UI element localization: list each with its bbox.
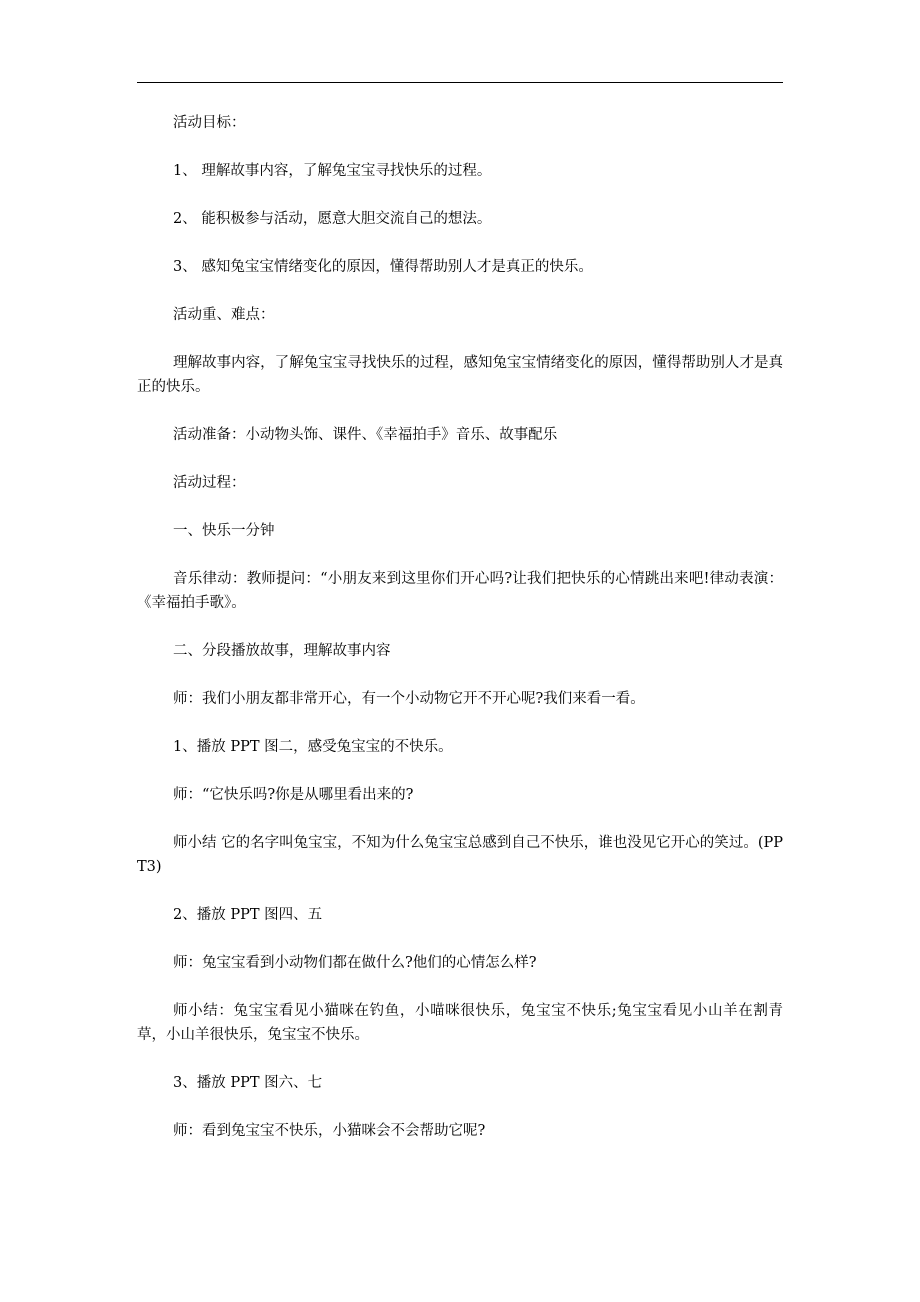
- step-1-text: 1、播放 PPT 图二，感受兔宝宝的不快乐。: [173, 739, 453, 755]
- teacher-line-2: 师：“它快乐吗?你是从哪里看出来的?: [173, 787, 414, 803]
- goal-item-1: 1、 理解故事内容，了解兔宝宝寻找快乐的过程。: [173, 163, 492, 179]
- teacher-summary-2: 师小结：兔宝宝看见小猫咪在钓鱼，小喵咪很快乐，兔宝宝不快乐;兔宝宝看见小山羊在割青草，小山羊很快乐，兔宝宝不快乐。: [137, 1003, 783, 1043]
- goal-item-2: 2、 能积极参与活动，愿意大胆交流自己的想法。: [173, 211, 492, 227]
- section-two-title: 二、分段播放故事，理解故事内容: [173, 643, 391, 659]
- teacher-summary-1: 师小结 它的名字叫兔宝宝，不知为什么兔宝宝总感到自己不快乐，谁也没见它开心的笑过。(PPT3): [137, 835, 783, 875]
- step-3-text: 3、播放 PPT 图六、七: [173, 1075, 323, 1091]
- preparation-text: 活动准备：小动物头饰、课件、《幸福拍手》音乐、故事配乐: [173, 427, 558, 443]
- key-points-text: 理解故事内容，了解兔宝宝寻找快乐的过程，感知兔宝宝情绪变化的原因，懂得帮助别人才是真正的快乐。: [137, 355, 783, 395]
- teacher-line-3: 师：兔宝宝看到小动物们都在做什么?他们的心情怎么样?: [173, 955, 537, 971]
- header-divider: [137, 82, 783, 83]
- step-2-text: 2、播放 PPT 图四、五: [173, 907, 323, 923]
- teacher-line-1: 师：我们小朋友都非常开心，有一个小动物它开不开心呢?我们来看一看。: [173, 691, 645, 707]
- heading-activity-goals: 活动目标：: [173, 115, 246, 131]
- music-rhythm-text: 音乐律动：教师提问：“小朋友来到这里你们开心吗?让我们把快乐的心情跳出来吧!律动表演：《幸福拍手歌》。: [137, 571, 783, 611]
- goal-item-3: 3、 感知兔宝宝情绪变化的原因，懂得帮助别人才是真正的快乐。: [173, 259, 593, 275]
- heading-activity-process: 活动过程：: [173, 475, 246, 491]
- section-one-title: 一、快乐一分钟: [173, 523, 275, 539]
- document-body: [137, 111, 783, 1167]
- teacher-line-4: 师：看到兔宝宝不快乐，小猫咪会不会帮助它呢?: [173, 1123, 486, 1139]
- heading-key-points: 活动重、难点：: [173, 307, 275, 323]
